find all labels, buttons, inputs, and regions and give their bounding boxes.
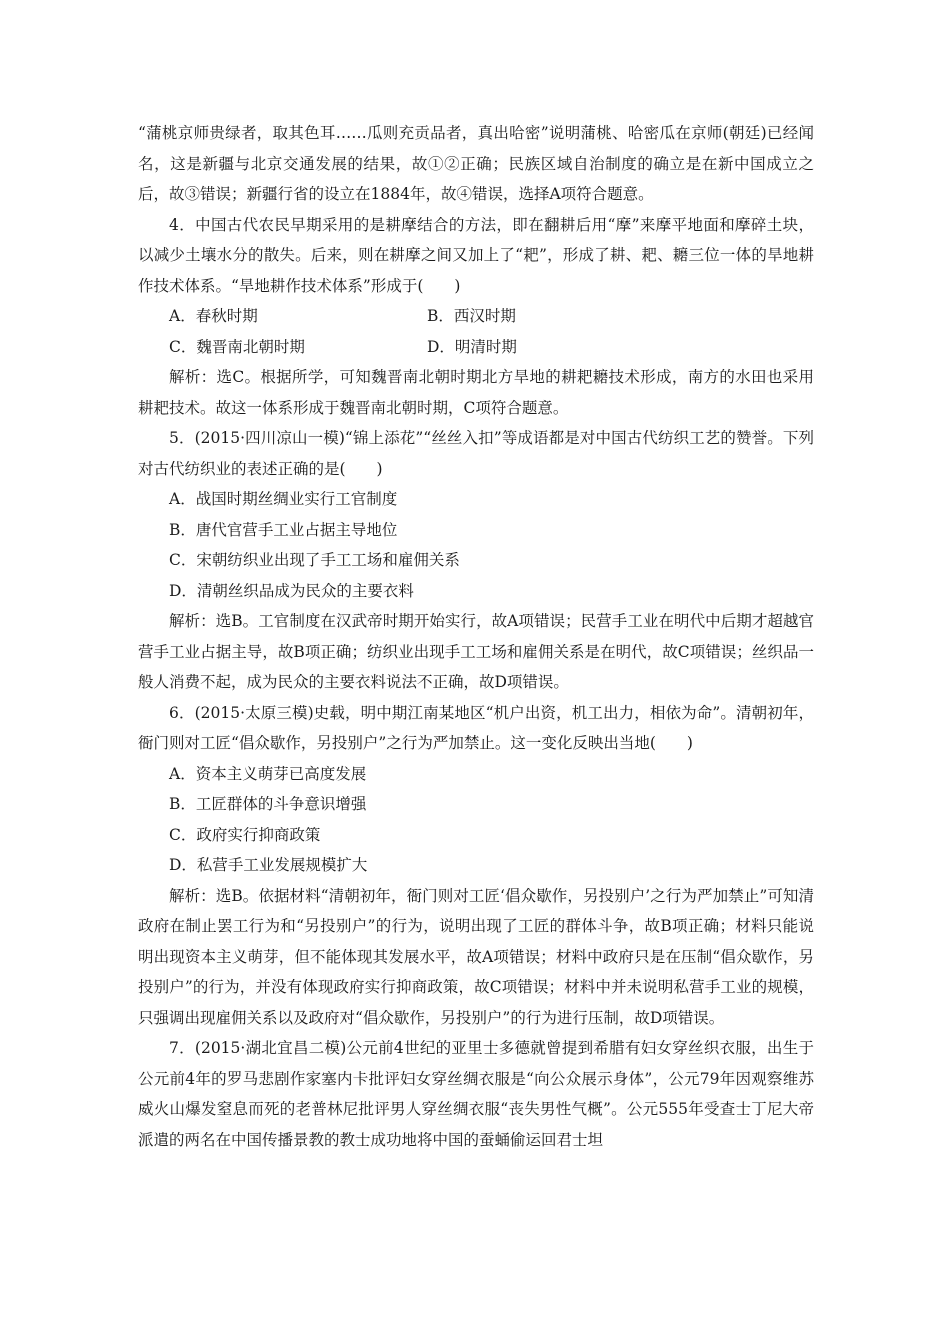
q4-option-a: A．春秋时期 (169, 307, 258, 325)
q5-option-b: B．唐代官营手工业占据主导地位 (169, 520, 398, 539)
q5-option-c: C．宋朝纺织业出现了手工工场和雇佣关系 (169, 551, 460, 569)
q4-analysis: 解析：选C。根据所学，可知魏晋南北朝时期北方旱地的耕耙耱技术形成，南方的水田也采用耕耙技术。故这一体系形成于魏晋南北朝时期，C项符合题意。 (138, 368, 814, 417)
q6-option-d: D．私营手工业发展规模扩大 (169, 856, 368, 874)
q6-option-a: A．资本主义萌芽已高度发展 (169, 764, 367, 783)
q6-stem: 6．(2015·太原三模)史载，明中期江南某地区“机户出资，机工出力，相依为命”。清朝初年，衙门则对工匠“倡众歇作，另投别户”之行为严加禁止。这一变化反映出当地( ) (138, 703, 814, 752)
q5-analysis: 解析：选B。工官制度在汉武帝时期开始实行，故A项错误；民营手工业在明代中后期才超越官营手工业占据主导，故B项正确；纺织业出现手工工场和雇佣关系是在明代，故C项错误；丝织品一般人消费不起，成为民众的主要衣料说法不正确，故D项错误。 (138, 612, 814, 691)
q5-option-d: D．清朝丝织品成为民众的主要衣料 (169, 581, 414, 600)
q4-options-row-1 (138, 301, 814, 332)
q7-stem: 7．(2015·湖北宜昌二模)公元前4世纪的亚里士多德就曾提到希腊有妇女穿丝织衣服，出生于公元前4年的罗马悲剧作家塞内卡批评妇女穿丝绸衣服是“向公众展示身体”，公元79年因观察维苏威火山爆发窒息而死的老普林尼批评男人穿丝绸衣服“丧失男性气概”。公元555年受查士丁尼大帝派遣的两名在中国传播景教的教士成功地将中国的蚕蛹偷运回君士坦 (138, 1039, 814, 1149)
q4-option-d: D．明清时期 (427, 337, 517, 356)
q4-options-row-2 (138, 332, 814, 363)
q4-option-c: C．魏晋南北朝时期 (169, 337, 305, 356)
q6-option-c: C．政府实行抑商政策 (169, 825, 321, 844)
q6-analysis: 解析：选B。依据材料“清朝初年，衙门则对工匠‘倡众歇作，另投别户’之行为严加禁止”可知清政府在制止罢工行为和“另投别户”的行为，说明出现了工匠的群体斗争，故B项正确；材料只能说明出现资本主义萌芽，但不能体现其发展水平，故A项错误；材料中政府只是在压制“倡众歇作，另投别户”的行为，并没有体现政府实行抑商政策，故C项错误；材料中并未说明私营手工业的规模，只强调出现雇佣关系以及政府对“倡众歇作，另投别户”的行为进行压制，故D项错误。 (138, 886, 814, 1027)
q6-option-b: B．工匠群体的斗争意识增强 (169, 795, 367, 813)
q3-analysis-continuation: “蒲桃京师贵绿者，取其色耳……瓜则充贡品者，真出哈密”说明蒲桃、哈密瓜在京师(朝廷)已经闻名，这是新疆与北京交通发展的结果，故①②正确；民族区域自治制度的确立是在新中国成立之后，故③错误；新疆行省的设立在1884年，故④错误，选择A项符合题意。 (138, 124, 814, 203)
document-page (138, 118, 814, 1155)
q4-option-b: B．西汉时期 (427, 307, 516, 325)
q5-option-a: A．战国时期丝绸业实行工官制度 (169, 490, 398, 508)
q4-stem: 4．中国古代农民早期采用的是耕摩结合的方法，即在翻耕后用“摩”来摩平地面和摩碎土块，以减少土壤水分的散失。后来，则在耕摩之间又加上了“耙”，形成了耕、耙、耱三位一体的旱地耕作技术体系。“旱地耕作技术体系”形成于( ) (138, 215, 814, 295)
q5-stem: 5．(2015·四川凉山一模)“锦上添花”“丝丝入扣”等成语都是对中国古代纺织工艺的赞誉。下列对古代纺织业的表述正确的是( ) (138, 429, 814, 478)
